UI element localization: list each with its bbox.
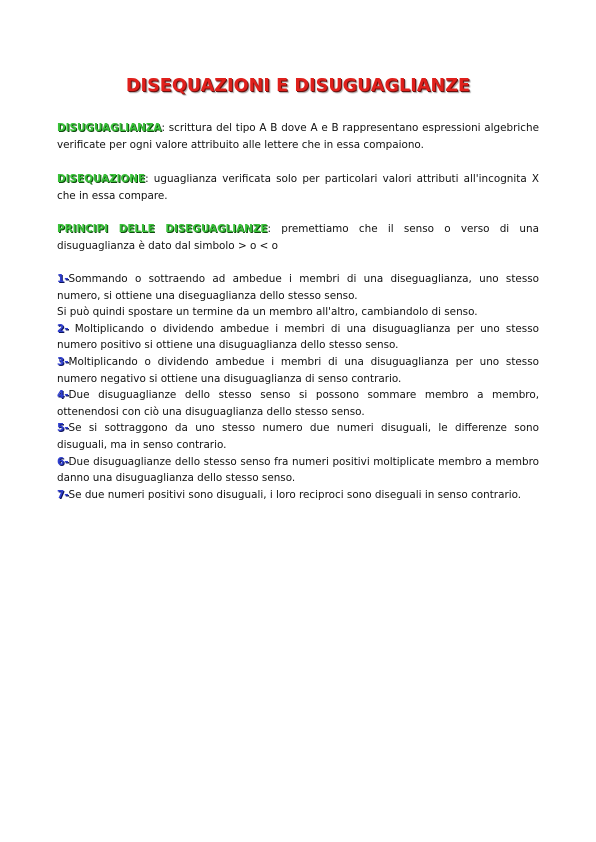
item-text: Due disuguaglianze dello stesso senso fra numeri positivi moltiplicate membro a membro danno una disuguaglianza dello stesso senso.: [57, 455, 539, 485]
definition-text: : scrittura del tipo A B dove A e B rappresentano espressioni algebriche verificate per ogni valore attribuito alle lettere che in essa compaiono.: [57, 122, 539, 151]
list-item: [57, 454, 539, 487]
item-text: Due disuguaglianze dello stesso senso si possono sommare membro a membro, ottenendosi con ciò una disuguaglianza dello stesso senso.: [57, 389, 539, 418]
item-number: 6-: [57, 455, 69, 468]
item-number: 2-: [57, 322, 69, 335]
item-text: Se si sottraggono da uno stesso numero due numeri disuguali, le differenze sono disuguali, ma in senso contrario.: [57, 422, 539, 451]
item-number: 3-: [57, 355, 69, 368]
term-disuguaglianza: DISUGUAGLIANZA: [57, 122, 162, 134]
item-text: Moltiplicando o dividendo ambedue i membri di una disuguaglianza per uno stesso numero negativo si ottiene una disuguaglianza di senso contrario.: [57, 355, 539, 385]
item-number: 4-: [57, 389, 69, 402]
item-text: Moltiplicando o dividendo ambedue i membri di una disuguaglianza per uno stesso numero positivo si ottiene una disuguaglianza dello stesso senso.: [57, 322, 539, 352]
list-item: [57, 271, 539, 304]
list-item: [57, 487, 539, 504]
definition-disequazione: [57, 171, 539, 204]
list-item: [57, 354, 539, 387]
term-principi: PRINCIPI DELLE DISEGUAGLIANZE: [57, 223, 268, 235]
definition-text: : uguaglianza verificata solo per particolari valori attributi all'incognita X che in essa compare.: [57, 173, 539, 202]
principles-list: [57, 271, 539, 503]
item-number: 5-: [57, 422, 69, 435]
item-number: 1-: [57, 273, 69, 285]
list-item: [57, 321, 539, 354]
list-item: [57, 387, 539, 420]
list-item: [57, 420, 539, 453]
term-disequazione: DISEQUAZIONE: [57, 173, 146, 185]
item-number: 7-: [57, 488, 69, 501]
page-title: DISEQUAZIONI E DISUGUAGLIANZE: [125, 76, 471, 96]
item-text: Se due numeri positivi sono disuguali, i loro reciproci sono diseguali in senso contrario.: [68, 488, 522, 501]
list-item: [57, 304, 539, 321]
item-text: Sommando o sottraendo ad ambedue i membri di una diseguaglianza, uno stesso numero, si ottiene una diseguaglianza dello stesso senso.: [57, 273, 539, 302]
definition-text: : premettiamo che il senso o verso di una disuguaglianza è dato dal simbolo > o < o: [57, 223, 539, 252]
definition-principi: [57, 221, 539, 254]
item-text: Si può quindi spostare un termine da un membro all'altro, cambiandolo di senso.: [57, 306, 478, 319]
definition-disuguaglianza: [57, 120, 539, 153]
